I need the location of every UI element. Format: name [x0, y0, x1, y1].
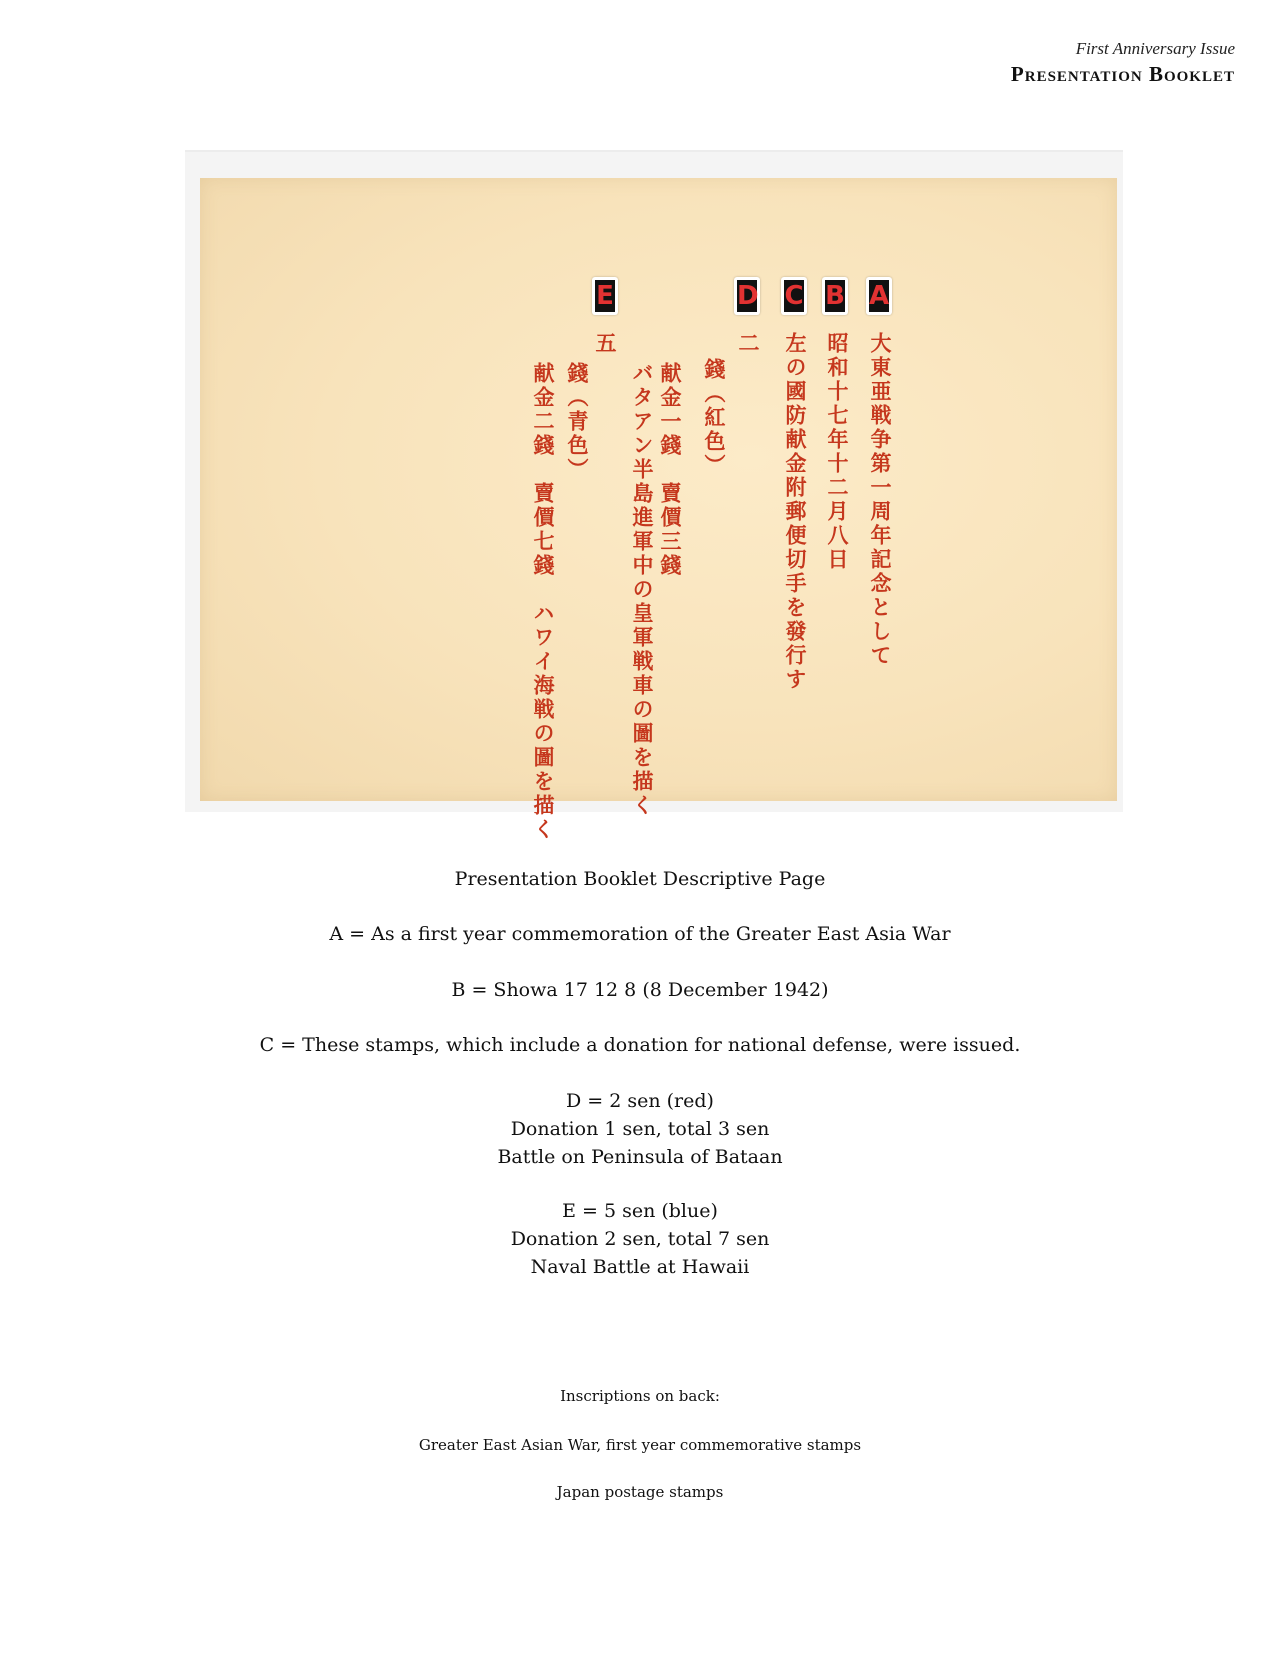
japanese-column-e-color: 錢（青色） [565, 362, 589, 482]
japanese-column-e-value: 五 [593, 332, 617, 356]
japanese-column-a: 大東亜戦争第一周年記念として [868, 332, 892, 668]
header-title: Presentation Booklet [1010, 62, 1235, 86]
page-header [1011, 38, 1235, 88]
japanese-column-d-design: バタアン半島進軍中の皇軍戦車の圖を描く [630, 362, 654, 818]
description-e: E = 5 sen (blue) Donation 2 sen, total 7 sen Naval Battle at Hawaii [510, 1200, 770, 1278]
label-c: C [781, 277, 807, 315]
japanese-column-e-price-design: 献金二錢 賣價七錢 ハワイ海戦の圖を描く [531, 362, 555, 842]
label-e: E [592, 277, 618, 315]
description-title: Presentation Booklet Descriptive Page [454, 868, 826, 890]
description-a: A = As a first year commemoration of the Greater East Asia War [329, 923, 951, 945]
description-b: B = Showa 17 12 8 (8 December 1942) [451, 979, 829, 1001]
header-subtitle: First Anniversary Issue [1075, 39, 1235, 58]
back-inscriptions-heading: Inscriptions on back: [560, 1387, 720, 1405]
back-inscription-2: Japan postage stamps [556, 1483, 724, 1501]
label-b: B [822, 277, 848, 315]
back-inscription-1: Greater East Asian War, first year commemorative stamps [418, 1436, 862, 1454]
japanese-column-b: 昭和十七年十二月八日 [825, 332, 849, 572]
japanese-column-d-price: 献金一錢 賣價三錢 [658, 362, 682, 578]
label-d: D [734, 277, 760, 315]
japanese-column-d-color: 錢（紅色） [702, 358, 726, 478]
description-d: D = 2 sen (red) Donation 1 sen, total 3 sen Battle on Peninsula of Bataan [497, 1090, 783, 1168]
label-a: A [866, 277, 892, 315]
description-c: C = These stamps, which include a donation for national defense, were issued. [259, 1034, 1021, 1056]
japanese-column-c: 左の國防献金附郵便切手を發行す [783, 332, 807, 692]
japanese-column-d-value: 二 [736, 332, 760, 356]
